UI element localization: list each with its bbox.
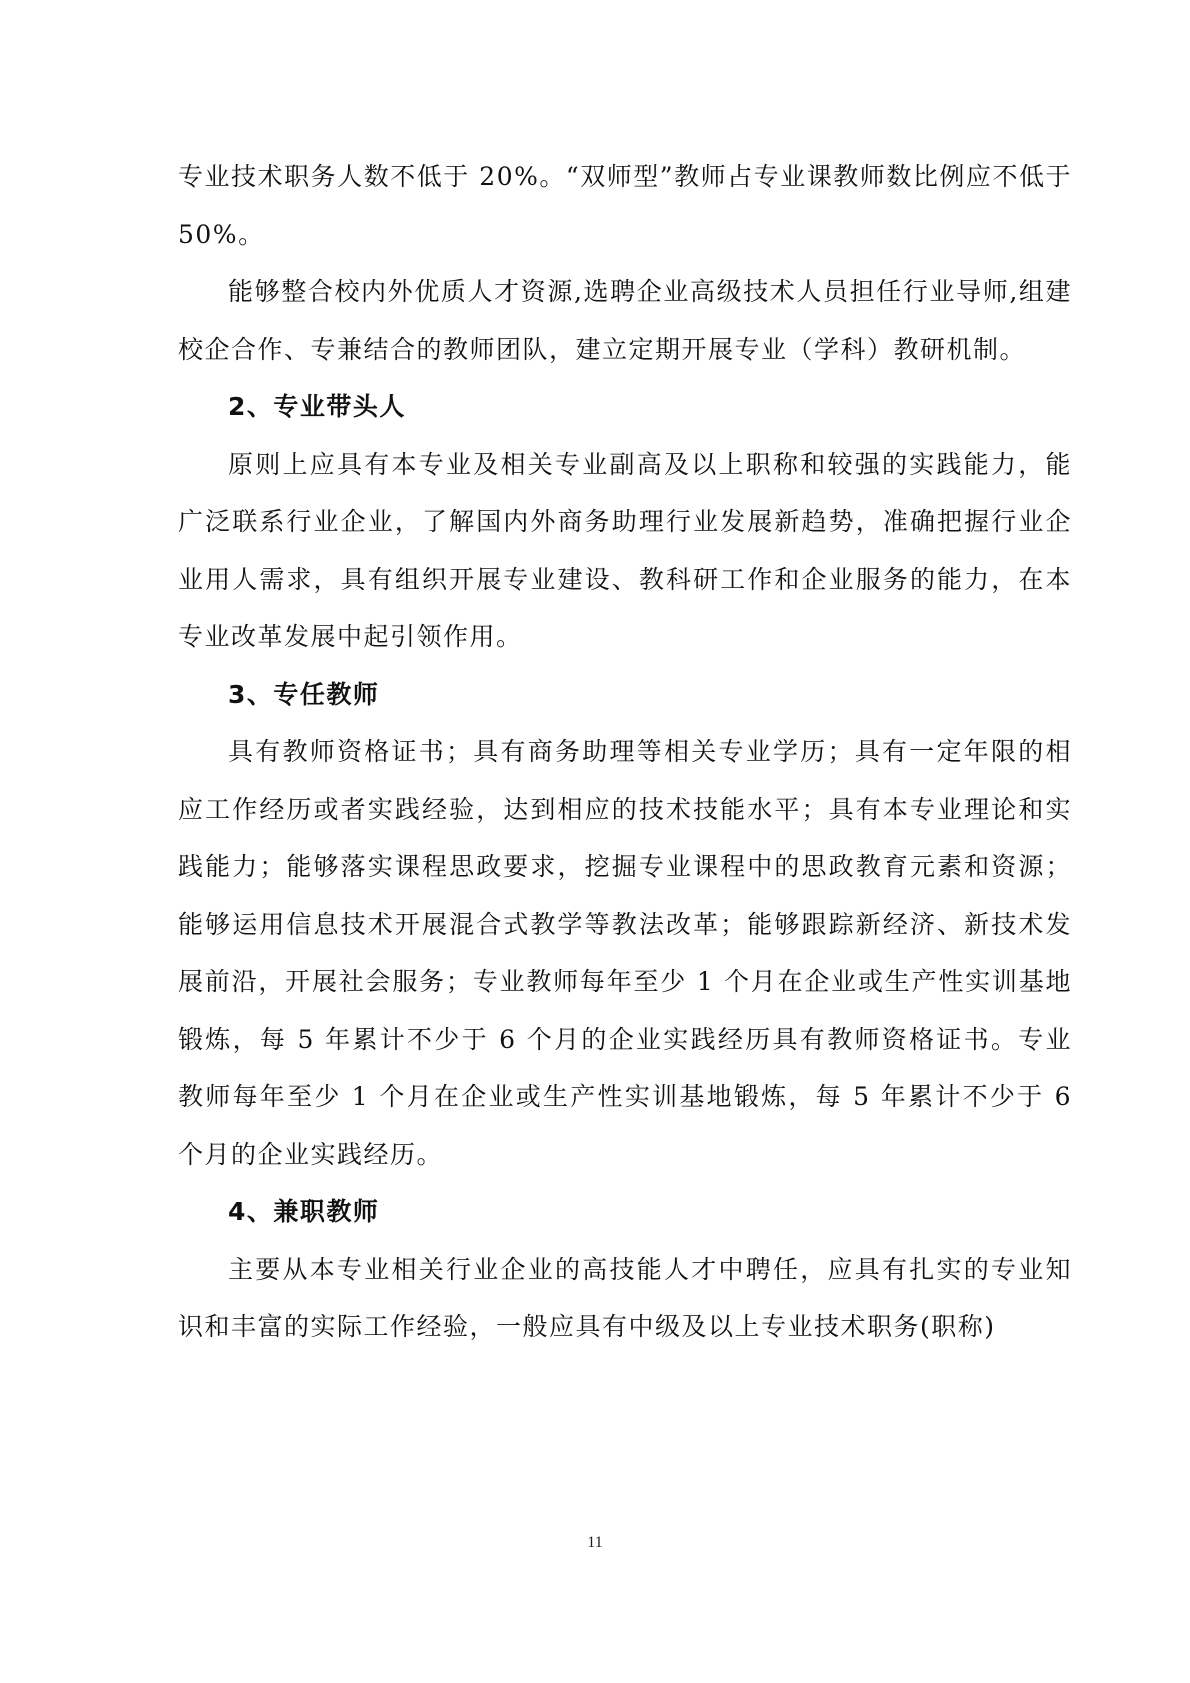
heading-parttime-teacher: 4、兼职教师	[228, 1197, 380, 1226]
paragraph-fulltime-teacher: 具有教师资格证书；具有商务助理等相关专业学历；具有一定年限的相应工作经历或者实践经验，达到相应的技术技能水平；具有本专业理论和实践能力；能够落实课程思政要求，挖掘专业课程中的思政教育元素和资源；能够运用信息技术开展混合式教学等教法改革；能够跟踪新经济、新技术发展前沿，开展社会服务；专业教师每年至少 1 个月在企业或生产性实训基地锻炼，每 5 年累计不少于 6 个月的企业实践经历具有教师资格证书。专业教师每年至少 1 个月在企业或生产性实训基地锻炼，每 5 年累计不少于 6 个月的企业实践经历。	[178, 737, 1072, 1169]
paragraph-teacher-ratio: 专业技术职务人数不低于 20%。“双师型”教师占专业课教师数比例应不低于 50%。	[178, 162, 1072, 249]
paragraph-lead-teacher: 原则上应具有本专业及相关专业副高及以上职称和较强的实践能力，能广泛联系行业企业，了解国内外商务助理行业发展新趋势，准确把握行业企业用人需求，具有组织开展专业建设、教科研工作和企业服务的能力，在本专业改革发展中起引领作用。	[178, 449, 1072, 651]
page-number: 11	[587, 1534, 603, 1551]
document-body	[178, 148, 1072, 1356]
paragraph-talent-resources: 能够整合校内外优质人才资源,选聘企业高级技术人员担任行业导师,组建校企合作、专兼结合的教师团队，建立定期开展专业（学科）教研机制。	[178, 277, 1072, 364]
paragraph-parttime-teacher: 主要从本专业相关行业企业的高技能人才中聘任，应具有扎实的专业知识和丰富的实际工作经验，一般应具有中级及以上专业技术职务(职称)	[178, 1254, 1072, 1341]
heading-lead-teacher: 2、专业带头人	[228, 392, 406, 421]
heading-fulltime-teacher: 3、专任教师	[228, 679, 380, 709]
